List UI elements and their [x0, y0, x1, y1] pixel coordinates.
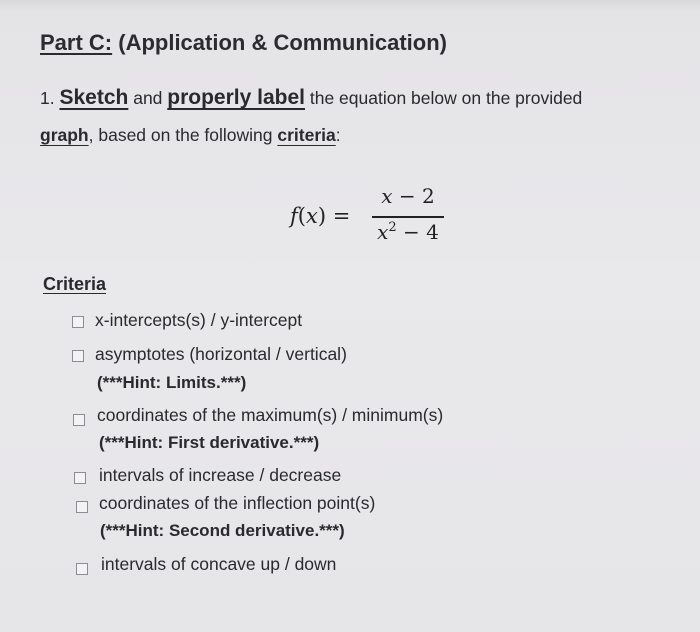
numerator-rest: − 2 — [392, 184, 435, 208]
criterion-hint: (***Hint: First derivative.***) — [99, 433, 320, 452]
formula-equals: ) = — [317, 204, 351, 228]
question-line-1 — [40, 86, 582, 110]
formula-denominator — [372, 220, 444, 244]
graph-word: graph — [40, 125, 89, 145]
part-label: Part C: — [40, 30, 113, 55]
formula-lhs — [290, 204, 350, 228]
criteria-word: criteria — [277, 125, 336, 145]
numerator-x: x — [381, 184, 393, 208]
formula-open-paren: ( — [297, 204, 306, 228]
criterion-hint: (***Hint: Limits.***) — [97, 373, 247, 392]
page-top-edge — [0, 0, 700, 10]
criterion-label: asymptotes (horizontal / vertical) — [95, 344, 347, 364]
fraction-bar — [372, 216, 444, 218]
criterion-label: intervals of increase / decrease — [99, 465, 342, 485]
question-number: 1. — [40, 88, 60, 108]
colon: : — [335, 125, 341, 145]
criterion-label: coordinates of the maximum(s) / minimum(s) — [97, 405, 444, 425]
criterion-checkbox[interactable] — [76, 563, 88, 575]
criterion-checkbox[interactable] — [74, 472, 86, 484]
criterion-label: coordinates of the inflection point(s) — [99, 493, 376, 513]
formula-numerator — [372, 184, 444, 208]
criterion-checkbox[interactable] — [73, 414, 85, 426]
criterion-checkbox[interactable] — [72, 316, 84, 328]
part-title — [40, 30, 447, 56]
criterion-label: x-intercepts(s) / y-intercept — [95, 310, 303, 330]
question-line-2 — [40, 125, 341, 146]
part-subtitle: (Application & Communication) — [112, 30, 448, 55]
formula-f: f — [290, 204, 298, 228]
and-word: and — [128, 88, 168, 108]
sketch-word: Sketch — [59, 86, 129, 109]
denominator-x: x — [377, 220, 389, 244]
criteria-heading: Criteria — [43, 274, 107, 294]
question-line-2-mid: , based on the following — [88, 125, 278, 145]
formula-x: x — [305, 204, 318, 228]
criterion-checkbox[interactable] — [72, 350, 84, 362]
denominator-rest: − 4 — [396, 220, 439, 244]
criterion-label: intervals of concave up / down — [101, 554, 337, 574]
criterion-checkbox[interactable] — [76, 501, 88, 513]
criterion-hint: (***Hint: Second derivative.***) — [100, 521, 345, 540]
denominator-exponent: 2 — [388, 220, 397, 235]
question-line-1-rest: the equation below on the provided — [305, 88, 583, 108]
properly-label-word: properly label — [167, 86, 305, 109]
